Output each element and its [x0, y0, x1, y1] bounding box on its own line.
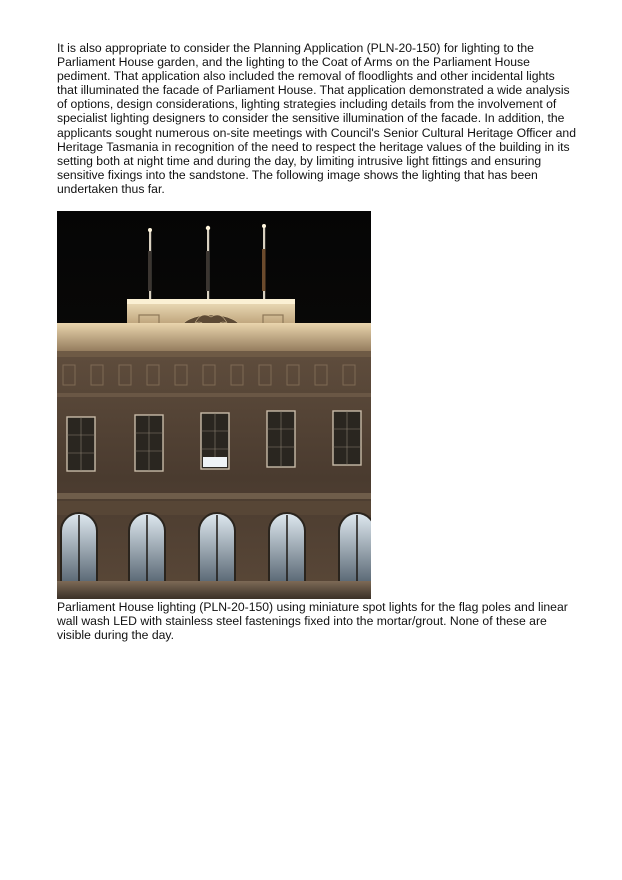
parliament-house-night-photo [57, 211, 371, 599]
ground-level [57, 581, 371, 599]
figure-caption: Parliament House lighting (PLN-20-150) using miniature spot lights for the flag poles and linear wall wash LED with stainless steel fastenings fixed into the mortar/grout. None of these are visible during the day. [57, 600, 568, 643]
lit-cornice [57, 323, 371, 353]
body-paragraph: It is also appropriate to consider the Planning Application (PLN-20-150) for lighting to the Parliament House garden, and the lighting to the Coat of Arms on the Parliament House pediment. That application also included the removal of floodlights and other incidental lights that illuminated the facade of Parliament House. That application demonstrated a wide analysis of options, design considerations, lighting strategies including details from the involvement of specialist lighting designers to consider the sensitive illumination of the facade. In addition, the applicants sought numerous on-site meetings with Council's Senior Cultural Heritage Officer and Heritage Tasmania in recognition of the need to respect the heritage values of the building in its setting both at night time and during the day, by limiting intrusive light fittings and ensuring sensitive fixings into the sandstone. The following image shows the lighting that has been undertaken thus far. [57, 41, 576, 196]
